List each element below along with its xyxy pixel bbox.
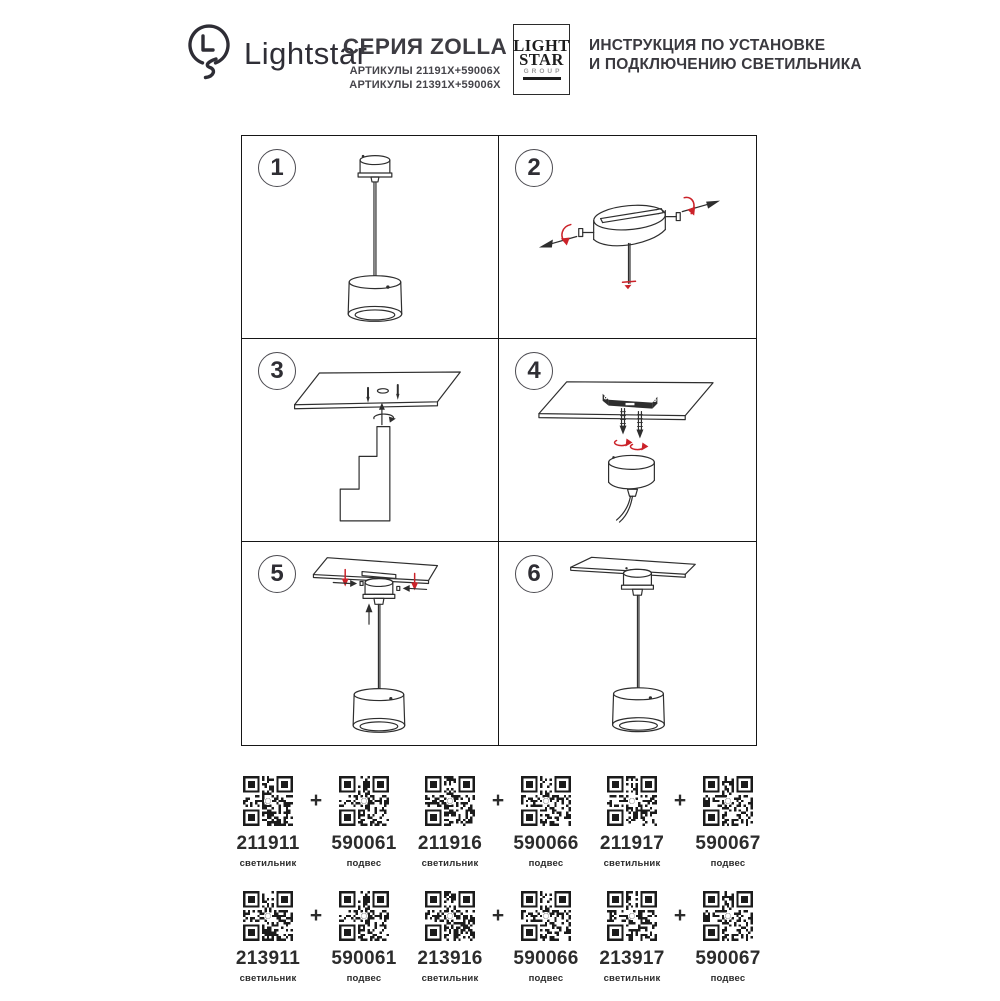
group-logo-line2: STAR xyxy=(519,49,564,69)
qr-code xyxy=(425,776,475,826)
step-5-number: 5 xyxy=(258,555,296,593)
product-type-label: подвес xyxy=(346,973,382,984)
qr-code xyxy=(521,776,571,826)
qr-pair xyxy=(601,891,759,984)
step-6-number: 6 xyxy=(515,555,553,593)
qr-product xyxy=(419,891,481,984)
qr-pair xyxy=(419,891,577,984)
step-4-panel xyxy=(499,339,756,542)
product-code: 590066 xyxy=(513,833,579,854)
qr-product xyxy=(333,776,395,869)
series-title: СЕРИЯ ZOLLA xyxy=(342,34,508,59)
product-type-label: подвес xyxy=(528,858,564,869)
lightstar-group-logo xyxy=(513,24,570,95)
qr-code xyxy=(703,891,753,941)
product-code: 590061 xyxy=(331,948,397,969)
step-3-number: 3 xyxy=(258,352,296,390)
step-2-number: 2 xyxy=(515,149,553,187)
product-type-label: светильник xyxy=(421,858,479,869)
product-type-label: подвес xyxy=(528,973,564,984)
plus-sign: + xyxy=(491,789,505,812)
product-type-label: светильник xyxy=(603,973,661,984)
product-code: 213917 xyxy=(599,948,665,969)
product-code: 590061 xyxy=(331,833,397,854)
product-code: 211916 xyxy=(417,833,483,854)
product-type-label: светильник xyxy=(421,973,479,984)
qr-code xyxy=(339,776,389,826)
group-logo-underline xyxy=(523,77,561,80)
plus-sign: + xyxy=(491,904,505,927)
qr-code xyxy=(607,776,657,826)
qr-code xyxy=(243,891,293,941)
product-type-label: светильник xyxy=(239,973,297,984)
step-2-panel xyxy=(499,136,756,339)
qr-product xyxy=(601,776,663,869)
qr-product xyxy=(515,776,577,869)
group-logo-line3: GROUP xyxy=(523,68,563,76)
qr-row-1 xyxy=(237,776,759,869)
product-code: 211911 xyxy=(236,833,300,854)
step-4-number: 4 xyxy=(515,352,553,390)
qr-product xyxy=(333,891,395,984)
group-logo-line1: LIGHT xyxy=(513,35,570,55)
qr-code xyxy=(703,776,753,826)
product-type-label: подвес xyxy=(710,973,746,984)
qr-product xyxy=(419,776,481,869)
step-1-number: 1 xyxy=(258,149,296,187)
qr-pair xyxy=(601,776,759,869)
instruction-title-line1: ИНСТРУКЦИЯ ПО УСТАНОВКЕ xyxy=(589,37,826,54)
step-3-panel xyxy=(242,339,499,542)
product-type-label: подвес xyxy=(710,858,746,869)
plus-sign: + xyxy=(673,904,687,927)
instruction-title xyxy=(589,36,862,74)
qr-product xyxy=(237,891,299,984)
qr-code xyxy=(521,891,571,941)
qr-product xyxy=(237,776,299,869)
plus-sign: + xyxy=(309,904,323,927)
product-code: 590067 xyxy=(695,833,761,854)
series-block xyxy=(340,34,510,91)
qr-code xyxy=(243,776,293,826)
instruction-title-line2: И ПОДКЛЮЧЕНИЮ СВЕТИЛЬНИКА xyxy=(589,56,862,74)
product-code: 211917 xyxy=(599,833,665,854)
qr-product xyxy=(697,891,759,984)
qr-code xyxy=(607,891,657,941)
qr-code xyxy=(339,891,389,941)
step-5-panel xyxy=(242,542,499,745)
installation-steps-grid xyxy=(241,135,757,746)
product-code: 213916 xyxy=(417,948,483,969)
product-code: 213911 xyxy=(235,948,301,969)
product-code: 590067 xyxy=(695,948,761,969)
qr-product xyxy=(601,891,663,984)
plus-sign: + xyxy=(673,789,687,812)
product-type-label: светильник xyxy=(239,858,297,869)
product-type-label: подвес xyxy=(346,858,382,869)
qr-row-2 xyxy=(237,891,759,984)
plus-sign: + xyxy=(309,789,323,812)
qr-pair xyxy=(237,891,395,984)
qr-code xyxy=(425,891,475,941)
qr-product xyxy=(515,891,577,984)
qr-pair xyxy=(419,776,577,869)
step-1-panel xyxy=(242,136,499,339)
qr-pair xyxy=(237,776,395,869)
brand-name: Lightstar xyxy=(244,36,368,71)
lightstar-bulb-icon xyxy=(183,22,235,86)
product-type-label: светильник xyxy=(603,858,661,869)
product-code: 590066 xyxy=(513,948,579,969)
qr-product xyxy=(697,776,759,869)
step-6-panel xyxy=(499,542,756,745)
articles-line-1: АРТИКУЛЫ 21191X+59006X xyxy=(349,65,501,77)
articles-line-2: АРТИКУЛЫ 21391X+59006X xyxy=(349,79,501,91)
